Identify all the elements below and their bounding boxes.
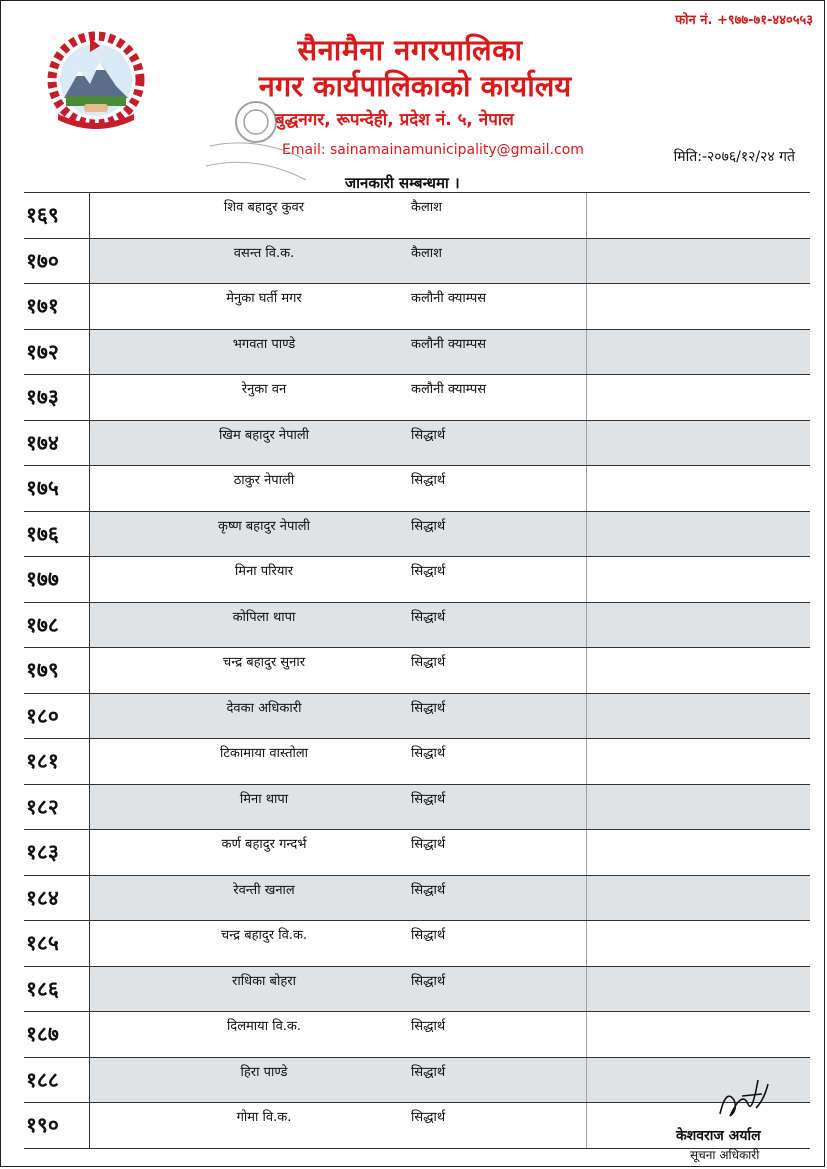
row-number: १८५ — [26, 930, 59, 955]
row-number: १८३ — [26, 839, 59, 864]
row-number: १८२ — [26, 793, 59, 819]
campus-name: सिद्धार्थ — [411, 746, 446, 761]
person-name: राधिका बोहरा — [232, 973, 296, 989]
table-row — [24, 739, 810, 785]
table-row — [24, 330, 810, 376]
campus-name: सिद्धार्थ — [411, 518, 446, 534]
campus-name: सिद्धार्थ — [411, 928, 446, 943]
person-name: चन्द्र बहादुर सुनार — [222, 655, 306, 670]
campus-name: कलौनी क्याम्पस — [411, 382, 487, 397]
row-number: १८० — [26, 702, 59, 728]
column-divider — [586, 330, 587, 375]
column-divider — [586, 557, 587, 602]
column-divider — [586, 830, 587, 875]
person-name: टिकामाया वास्तोला — [219, 746, 309, 761]
campus-name: सिद्धार्थ — [411, 791, 446, 807]
column-divider — [89, 466, 90, 511]
person-name: हिरा पाण्डे — [240, 1064, 288, 1080]
person-name: रेवन्ती खनाल — [233, 882, 295, 898]
column-divider — [586, 739, 587, 784]
column-divider — [586, 421, 587, 466]
row-number: १७७ — [26, 566, 59, 591]
column-divider — [89, 648, 90, 693]
table-row — [24, 967, 810, 1013]
row-number: १७६ — [26, 520, 59, 546]
row-number: १७२ — [26, 338, 59, 364]
column-divider — [89, 1058, 90, 1103]
campus-name: कैलाश — [411, 245, 443, 261]
column-divider — [89, 193, 90, 238]
person-name: खिम बहादुर नेपाली — [218, 427, 310, 443]
column-divider — [89, 421, 90, 466]
table-row — [24, 785, 810, 831]
column-divider — [89, 375, 90, 420]
column-divider — [89, 876, 90, 921]
person-name: कृष्ण बहादुर नेपाली — [218, 518, 310, 534]
column-divider — [586, 239, 587, 284]
phone-number: फोन नं. +९७७-७१-४४०५५३ — [675, 13, 813, 28]
person-name: कर्ण बहादुर गन्दर्भ — [221, 837, 307, 852]
person-name: मेनुका घर्ती मगर — [226, 291, 302, 306]
table-row — [24, 603, 810, 649]
name-list-table — [24, 192, 810, 1149]
row-number: १८४ — [26, 884, 59, 910]
office-address: बुद्धनगर, रूपन्देही, प्रदेश नं. ५, नेपाल — [275, 110, 514, 130]
column-divider — [89, 830, 90, 875]
person-name: चन्द्र बहादुर वि.क. — [220, 928, 308, 943]
row-number: १८७ — [26, 1021, 59, 1046]
signatory-name: केशवराज अर्याल — [676, 1128, 761, 1144]
table-row — [24, 694, 810, 740]
column-divider — [586, 603, 587, 648]
campus-name: कलौनी क्याम्पस — [411, 291, 487, 306]
column-divider — [586, 967, 587, 1012]
column-divider — [586, 466, 587, 511]
column-divider — [89, 785, 90, 830]
table-row — [24, 193, 810, 239]
column-divider — [89, 330, 90, 375]
campus-name: सिद्धार्थ — [411, 973, 446, 989]
person-name: देवका अधिकारी — [226, 700, 302, 716]
table-row — [24, 1058, 810, 1104]
column-divider — [89, 603, 90, 648]
person-name: कोपिला थापा — [232, 609, 296, 625]
person-name: मिना परियार — [234, 564, 294, 579]
column-divider — [89, 557, 90, 602]
campus-name: सिद्धार्थ — [411, 609, 446, 625]
table-row — [24, 421, 810, 467]
campus-name: सिद्धार्थ — [411, 1019, 446, 1034]
campus-name: सिद्धार्थ — [411, 1110, 446, 1125]
row-number: १८१ — [26, 748, 59, 773]
column-divider — [586, 284, 587, 329]
person-name: दिलमाया वि.क. — [226, 1019, 302, 1034]
table-row — [24, 921, 810, 967]
table-row — [24, 557, 810, 603]
row-number: १७५ — [26, 475, 59, 500]
column-divider — [586, 1103, 587, 1148]
column-divider — [586, 1012, 587, 1057]
table-row — [24, 375, 810, 421]
campus-name: कलौनी क्याम्पस — [411, 336, 487, 352]
table-row — [24, 830, 810, 876]
person-name: रेनुका वन — [241, 382, 287, 397]
letter-date: मिति:-२०७६/१२/२४ गते — [673, 149, 795, 165]
column-divider — [586, 375, 587, 420]
table-row — [24, 876, 810, 922]
column-divider — [89, 1103, 90, 1148]
column-divider — [89, 967, 90, 1012]
column-divider — [89, 1012, 90, 1057]
campus-name: सिद्धार्थ — [411, 700, 446, 716]
row-number: १७० — [26, 247, 59, 273]
email-address: Email: sainamainamunicipality@gmail.com — [282, 142, 584, 158]
campus-name: सिद्धार्थ — [411, 837, 446, 852]
column-divider — [89, 921, 90, 966]
column-divider — [586, 648, 587, 693]
column-divider — [586, 193, 587, 238]
office-name: नगर कार्यपालिकाको कार्यालय — [258, 69, 572, 103]
person-name: शिव बहादुर कुवर — [223, 200, 305, 215]
column-divider — [89, 239, 90, 284]
person-name: वसन्त वि.क. — [233, 245, 295, 261]
table-row — [24, 512, 810, 558]
table-row — [24, 1012, 810, 1058]
table-row — [24, 284, 810, 330]
row-number: १६९ — [26, 202, 59, 227]
row-number: १७१ — [26, 293, 59, 318]
campus-name: सिद्धार्थ — [411, 564, 446, 579]
letter-subject: जानकारी सम्बन्धमा । — [345, 174, 460, 192]
signatory-title: सूचना अधिकारी — [690, 1148, 760, 1162]
column-divider — [586, 512, 587, 557]
campus-name: सिद्धार्थ — [411, 882, 446, 898]
row-number: १७४ — [26, 429, 59, 455]
column-divider — [586, 1058, 587, 1103]
campus-name: सिद्धार्थ — [411, 427, 446, 443]
table-row — [24, 466, 810, 512]
campus-name: सिद्धार्थ — [411, 473, 446, 488]
column-divider — [89, 512, 90, 557]
column-divider — [89, 284, 90, 329]
row-number: १९० — [26, 1112, 59, 1137]
column-divider — [89, 694, 90, 739]
table-row — [24, 239, 810, 285]
row-number: १७९ — [26, 657, 59, 682]
municipality-name: सैनामैना नगरपालिका — [297, 33, 523, 67]
column-divider — [586, 921, 587, 966]
row-number: १८६ — [26, 975, 59, 1001]
person-name: गोमा वि.क. — [236, 1110, 292, 1125]
person-name: भगवता पाण्डे — [232, 336, 296, 352]
person-name: ठाकुर नेपाली — [233, 473, 295, 488]
nepal-emblem-icon — [38, 28, 154, 134]
column-divider — [89, 739, 90, 784]
row-number: १७३ — [26, 384, 59, 409]
campus-name: कैलाश — [411, 200, 443, 215]
column-divider — [586, 694, 587, 739]
campus-name: सिद्धार्थ — [411, 655, 446, 670]
table-row — [24, 648, 810, 694]
row-number: १७८ — [26, 611, 59, 637]
person-name: मिना थापा — [239, 791, 289, 807]
row-number: १८८ — [26, 1066, 59, 1092]
handwritten-signature — [712, 1070, 772, 1124]
campus-name: सिद्धार्थ — [411, 1064, 446, 1080]
column-divider — [586, 876, 587, 921]
column-divider — [586, 785, 587, 830]
